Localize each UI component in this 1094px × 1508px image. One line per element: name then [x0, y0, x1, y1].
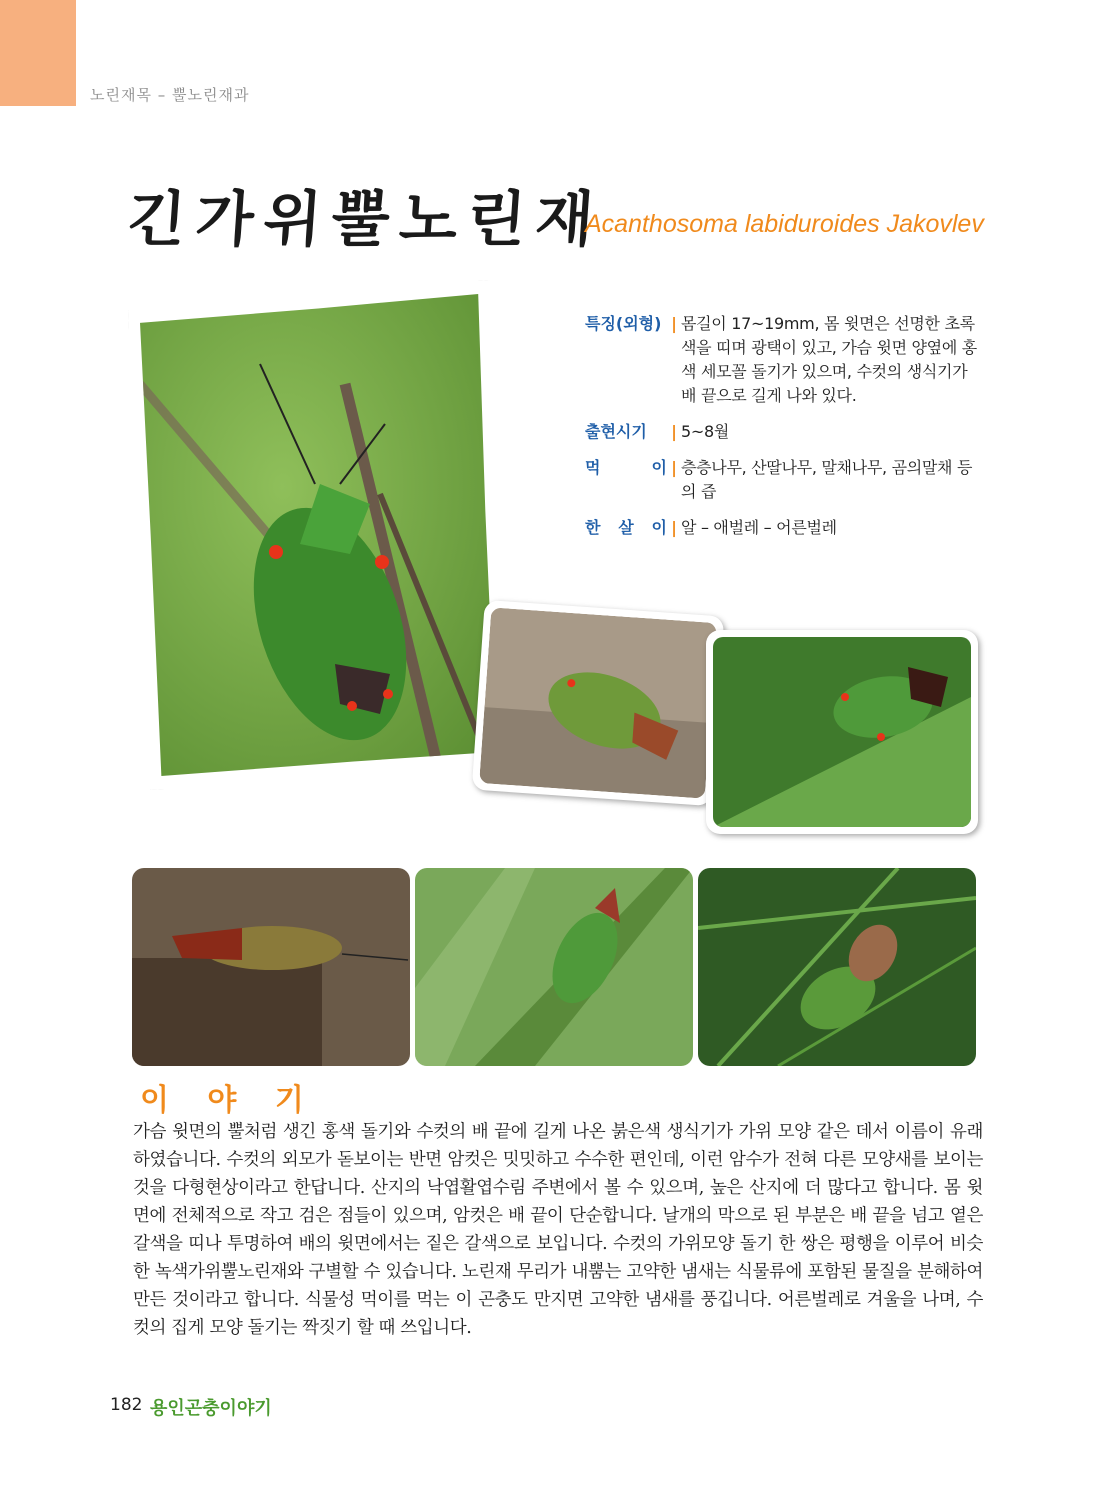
bug-on-fern-image [698, 868, 976, 1066]
photo-on-fern [698, 868, 976, 1066]
main-photo [128, 280, 508, 790]
info-text: 몸길이 17~19mm, 몸 윗면은 선명한 초록색을 띠며 광택이 있고, 가슴 윗면 양옆에 홍색 세모꼴 돌기가 있으며, 수컷의 생식기가 배 끝으로 길게 나와 있다. [681, 314, 977, 405]
book-title: 용인곤충이야기 [150, 1398, 272, 1419]
photo-on-bark [132, 868, 410, 1066]
info-row-feature [585, 312, 985, 408]
photo-on-grass [415, 868, 693, 1066]
info-label: 출현시기 [585, 422, 647, 441]
info-text: 5~8월 [681, 422, 730, 441]
bug-on-bark-image [132, 868, 410, 1066]
separator-bar: | [671, 518, 677, 537]
info-text: 층층나무, 산딸나무, 말채나무, 곰의말채 등의 즙 [681, 458, 973, 501]
story-heading: 이 야 기 [140, 1083, 318, 1118]
info-row-lifecycle [585, 516, 985, 540]
info-row-season [585, 420, 985, 444]
page-number: 182 [110, 1395, 143, 1415]
info-text: 알 – 애벌레 – 어른벌레 [681, 518, 837, 537]
page-title: 긴가위뿔노린재 [125, 185, 606, 255]
info-label: 한 살 이 [585, 518, 667, 537]
info-row-food [585, 456, 985, 504]
bug-on-grass-image [415, 868, 693, 1066]
separator-bar: | [671, 458, 677, 477]
photo-on-rock [472, 600, 725, 806]
info-label: 먹 이 [585, 458, 667, 477]
info-label: 특징(외형) [585, 314, 662, 333]
info-table [585, 312, 985, 552]
corner-tab [0, 0, 76, 106]
separator-bar: | [671, 314, 677, 333]
bug-on-rock-image [479, 607, 717, 798]
story-body: 가슴 윗면의 뿔처럼 생긴 홍색 돌기와 수컷의 배 끝에 길게 나온 붉은색 생식기가 가위 모양 같은 데서 이름이 유래하였습니다. 수컷의 외모가 돋보이는 반면 암컷은 밋밋하고 수수한 편인데, 이런 암수가 전혀 다른 모양새를 보이는 것을 다형현상이라고 한답니다. 산지의 낙엽활엽수림 주변에서 볼 수 있으며, 높은 산지에 더 많다고 합니다. 몸 윗면에 전체적으로 작고 검은 점들이 있으며, 암컷은 배 끝이 단순합니다. 날개의 막으로 된 부분은 배 끝을 넘고 옅은 갈색을 띠나 투명하여 배의 윗면에서는 짙은 갈색으로 보입니다. 수컷의 가위모양 돌기 한 쌍은 평행을 이루어 비슷한 녹색가위뿔노린재와 구별할 수 있습니다. 노린재 무리가 내뿜는 고약한 냄새는 식물류에 포함된 물질을 분해하여 만든 것이라고 합니다. 식물성 먹이를 먹는 이 곤충도 만지면 고약한 냄새를 풍깁니다. 어른벌레로 겨울을 나며, 수컷의 집게 모양 돌기는 짝짓기 할 때 쓰입니다. [133, 1122, 983, 1338]
breadcrumb: 노린재목 – 뿔노린재과 [90, 86, 250, 104]
photo-on-leaf [706, 630, 978, 834]
bug-on-leaf-image [713, 637, 971, 827]
main-bug-image [140, 294, 496, 776]
separator-bar: | [671, 422, 677, 441]
scientific-name: Acanthosoma labiduroides Jakovlev [585, 210, 984, 238]
